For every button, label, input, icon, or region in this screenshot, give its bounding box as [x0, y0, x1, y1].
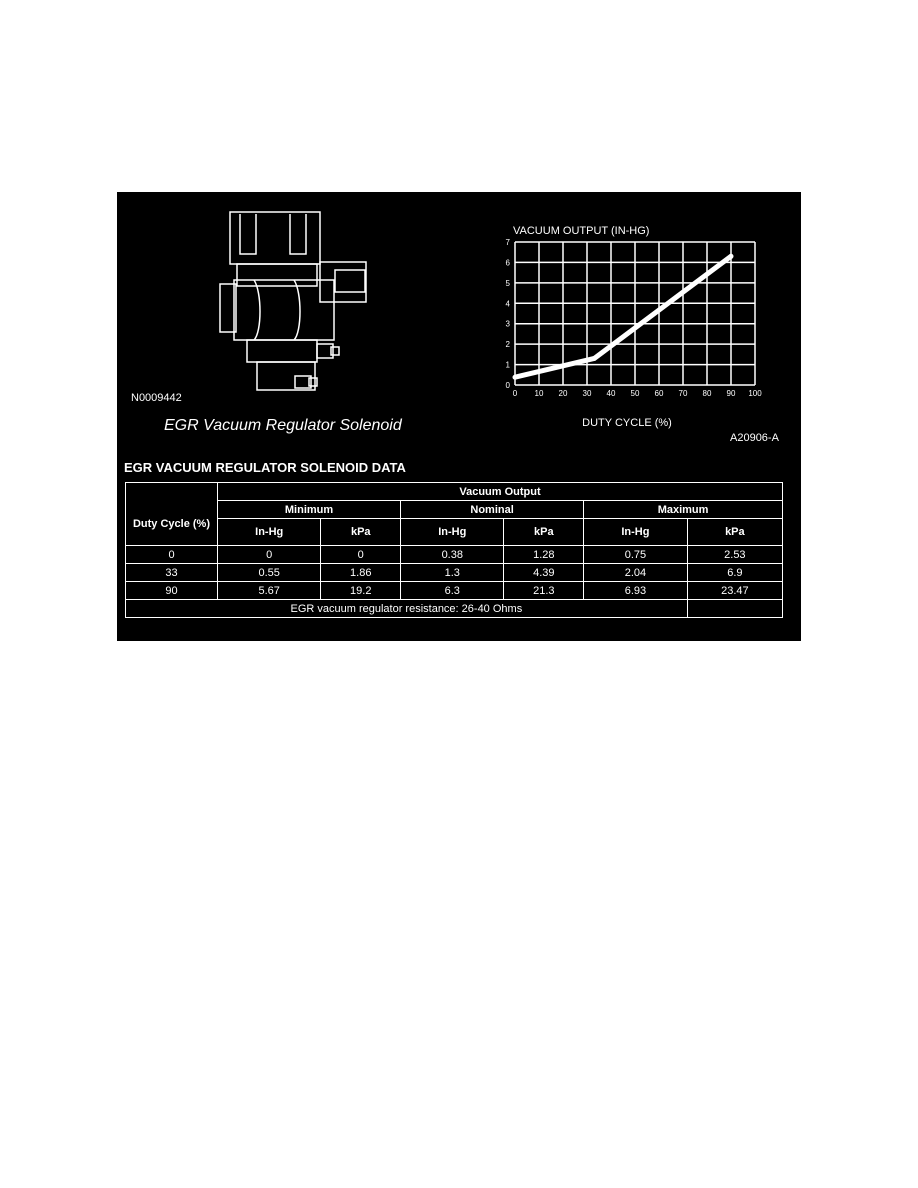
table-row [126, 546, 783, 564]
table-cell: 0 [126, 546, 218, 564]
table-cell: 0.55 [218, 564, 321, 582]
x-tick-label: 90 [726, 389, 736, 398]
unit-header: kPa [504, 519, 584, 546]
chart-x-ticks [513, 389, 762, 398]
y-tick-label: 7 [505, 238, 510, 247]
data-point [592, 356, 597, 361]
unit-header: In-Hg [584, 519, 688, 546]
y-tick-label: 5 [505, 278, 510, 288]
x-tick-label: 0 [512, 389, 518, 398]
table-cell: 23.47 [687, 582, 782, 600]
table-cell: 21.3 [504, 582, 584, 600]
x-tick-label: 30 [582, 389, 592, 398]
x-tick-label: 80 [702, 389, 712, 398]
table-title: EGR VACUUM REGULATOR SOLENOID DATA [124, 460, 406, 475]
duty-cycle-header: Duty Cycle (%) [126, 483, 218, 546]
unit-header: kPa [321, 519, 401, 546]
unit-header: In-Hg [401, 519, 504, 546]
x-tick-label: 50 [630, 389, 640, 398]
table-footer-empty-cell [687, 600, 782, 618]
x-tick-label: 60 [654, 389, 664, 398]
y-tick-label: 6 [505, 258, 510, 268]
vacuum-output-line [515, 256, 731, 377]
minimum-header: Minimum [218, 501, 401, 519]
table-cell: 90 [126, 582, 218, 600]
y-tick-label: 3 [505, 319, 510, 329]
y-tick-label: 4 [505, 299, 510, 309]
figure-panel [117, 192, 801, 641]
table-cell: 5.67 [218, 582, 321, 600]
table-cell: 6.3 [401, 582, 504, 600]
y-tick-label: 2 [505, 340, 510, 350]
table-cell: 19.2 [321, 582, 401, 600]
table-cell: 0.75 [584, 546, 688, 564]
artwork-id: A20906-A [730, 432, 779, 444]
vacuum-output-header: Vacuum Output [218, 483, 783, 501]
y-tick-label: 1 [505, 360, 510, 370]
chart-x-axis-label: DUTY CYCLE (%) [582, 417, 672, 429]
y-tick-label: 0 [505, 381, 510, 390]
maximum-header: Maximum [584, 501, 783, 519]
x-tick-label: 40 [606, 389, 616, 398]
table-footer: EGR vacuum regulator resistance: 26-40 Ohms [126, 600, 688, 618]
table-row [126, 564, 783, 582]
table-cell: 2.04 [584, 564, 688, 582]
table-cell: 0.38 [401, 546, 504, 564]
x-tick-label: 20 [558, 389, 568, 398]
table-cell: 6.93 [584, 582, 688, 600]
table-cell: 2.53 [687, 546, 782, 564]
vacuum-output-chart [117, 192, 801, 432]
table-cell: 1.3 [401, 564, 504, 582]
table-cell: 1.28 [504, 546, 584, 564]
x-tick-label: 10 [534, 389, 544, 398]
x-tick-label: 100 [748, 389, 762, 398]
nominal-header: Nominal [401, 501, 584, 519]
chart-y-ticks [506, 238, 511, 390]
table-cell: 4.39 [504, 564, 584, 582]
table-cell: 0 [321, 546, 401, 564]
chart-series [513, 254, 734, 380]
data-point [513, 375, 518, 380]
unit-header: kPa [687, 519, 782, 546]
figure-caption: EGR Vacuum Regulator Solenoid [164, 417, 402, 434]
chart-title: VACUUM OUTPUT (IN-HG) [513, 225, 650, 237]
x-tick-label: 70 [678, 389, 688, 398]
table-cell: 6.9 [687, 564, 782, 582]
table-cell: 0 [218, 546, 321, 564]
solenoid-data-table [125, 482, 783, 618]
table-cell: 33 [126, 564, 218, 582]
figure-id: N0009442 [131, 392, 182, 404]
data-point [729, 254, 734, 259]
unit-header: In-Hg [218, 519, 321, 546]
table-row [126, 582, 783, 600]
table-cell: 1.86 [321, 564, 401, 582]
